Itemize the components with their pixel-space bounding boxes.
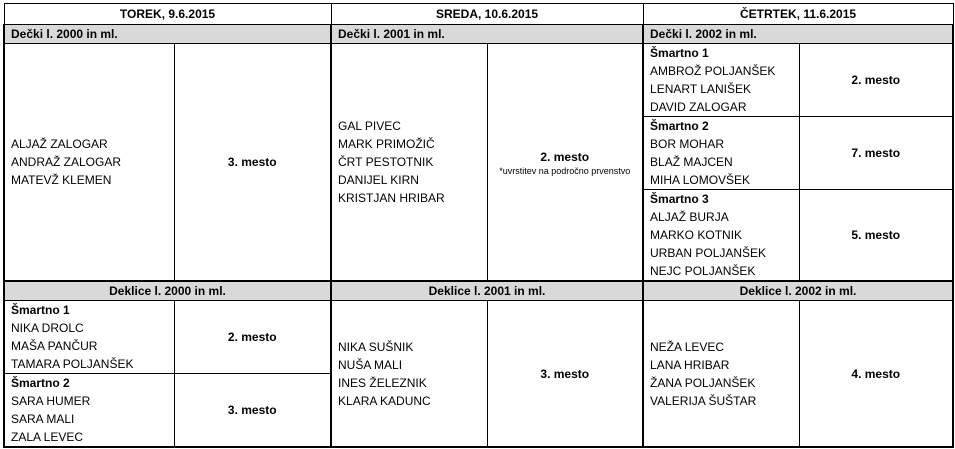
player-name: GAL PIVEC xyxy=(338,119,401,133)
names-girls-2002 xyxy=(643,301,799,448)
player-name: TAMARA POLJANŠEK xyxy=(11,357,134,371)
category-girls-2002: Deklice l. 2002 in ml. xyxy=(643,281,953,301)
player-name: LANA HRIBAR xyxy=(650,357,730,372)
player-name: DAVID ZALOGAR xyxy=(650,100,747,114)
team-name: Šmartno 2 xyxy=(650,119,709,133)
player-name: ANDRAŽ ZALOGAR xyxy=(11,155,122,169)
player-name: SARA HUMER xyxy=(11,394,91,408)
player-name: BOR MOHAR xyxy=(650,137,725,151)
player-name: INES ŽELEZNIK xyxy=(338,375,427,390)
player-name: KLARA KADUNC xyxy=(338,393,431,408)
player-name: ALJAŽ BURJA xyxy=(650,210,729,224)
place-girls-2002: 4. mesto xyxy=(799,301,953,448)
player-name: MAŠA PANČUR xyxy=(11,339,98,353)
names-boys-2001 xyxy=(331,44,487,282)
place-boys-2000: 3. mesto xyxy=(174,44,331,282)
category-boys-2000: Dečki l. 2000 in ml. xyxy=(4,25,331,44)
day-header-tuesday: TOREK, 9.6.2015 xyxy=(4,4,331,25)
category-girls-2000: Deklice l. 2000 in ml. xyxy=(4,281,331,301)
player-name: AMBROŽ POLJANŠEK xyxy=(650,64,776,78)
player-name: KRISTJAN HRIBAR xyxy=(338,191,445,205)
player-name: VALERIJA ŠUŠTAR xyxy=(650,393,757,408)
category-girls-2001: Deklice l. 2001 in ml. xyxy=(331,281,643,301)
team-name: Šmartno 2 xyxy=(11,376,70,390)
player-name: BLAŽ MAJCEN xyxy=(650,155,733,169)
names-girls-2001 xyxy=(331,301,487,448)
player-name: ALJAŽ ZALOGAR xyxy=(11,137,108,151)
place-smartno-3-boys-2002: 5. mesto xyxy=(799,190,953,282)
player-name: ŽANA POLJANŠEK xyxy=(650,375,756,390)
player-name: URBAN POLJANŠEK xyxy=(650,246,767,260)
place-label: 2. mesto xyxy=(540,149,590,164)
player-name: DANIJEL KIRN xyxy=(338,173,419,187)
player-name: MARK PRIMOŽIČ xyxy=(338,137,435,151)
place-smartno-1-girls-2000: 2. mesto xyxy=(174,301,331,374)
player-name: NIKA DROLC xyxy=(11,321,84,335)
team-smartno-3-boys-2002 xyxy=(643,190,799,282)
player-name: LENART LANIŠEK xyxy=(650,82,751,96)
team-smartno-2-girls-2000 xyxy=(4,374,174,448)
place-boys-2001 xyxy=(487,44,643,282)
category-boys-2001: Dečki l. 2001 in ml. xyxy=(331,25,643,44)
team-name: Šmartno 3 xyxy=(650,192,709,206)
player-name: MIHA LOMOVŠEK xyxy=(650,173,751,187)
place-smartno-2-girls-2000: 3. mesto xyxy=(174,374,331,448)
player-name: NUŠA MALI xyxy=(338,357,403,372)
category-boys-2002: Dečki l. 2002 in ml. xyxy=(643,25,953,44)
player-name: NEJC POLJANŠEK xyxy=(650,264,756,278)
team-name: Šmartno 1 xyxy=(650,46,709,60)
player-name: MATEVŽ KLEMEN xyxy=(11,173,112,187)
place-smartno-2-boys-2002: 7. mesto xyxy=(799,117,953,190)
player-name: ZALA LEVEC xyxy=(11,430,84,444)
results-table xyxy=(3,3,954,448)
day-header-wednesday: SREDA, 10.6.2015 xyxy=(331,4,643,25)
qualification-note: *uvrstitev na področno prvenstvo xyxy=(499,165,631,176)
place-girls-2001: 3. mesto xyxy=(487,301,643,448)
team-smartno-1-boys-2002 xyxy=(643,44,799,117)
player-name: NEŽA LEVEC xyxy=(650,339,725,354)
player-name: NIKA SUŠNIK xyxy=(338,339,414,354)
names-boys-2000 xyxy=(4,44,174,282)
player-name: MARKO KOTNIK xyxy=(650,228,743,242)
player-name: ČRT PESTOTNIK xyxy=(338,155,434,169)
team-name: Šmartno 1 xyxy=(11,303,70,317)
day-header-thursday: ČETRTEK, 11.6.2015 xyxy=(643,4,953,25)
team-smartno-1-girls-2000 xyxy=(4,301,174,374)
player-name: SARA MALI xyxy=(11,412,75,426)
team-smartno-2-boys-2002 xyxy=(643,117,799,190)
place-smartno-1-boys-2002: 2. mesto xyxy=(799,44,953,117)
